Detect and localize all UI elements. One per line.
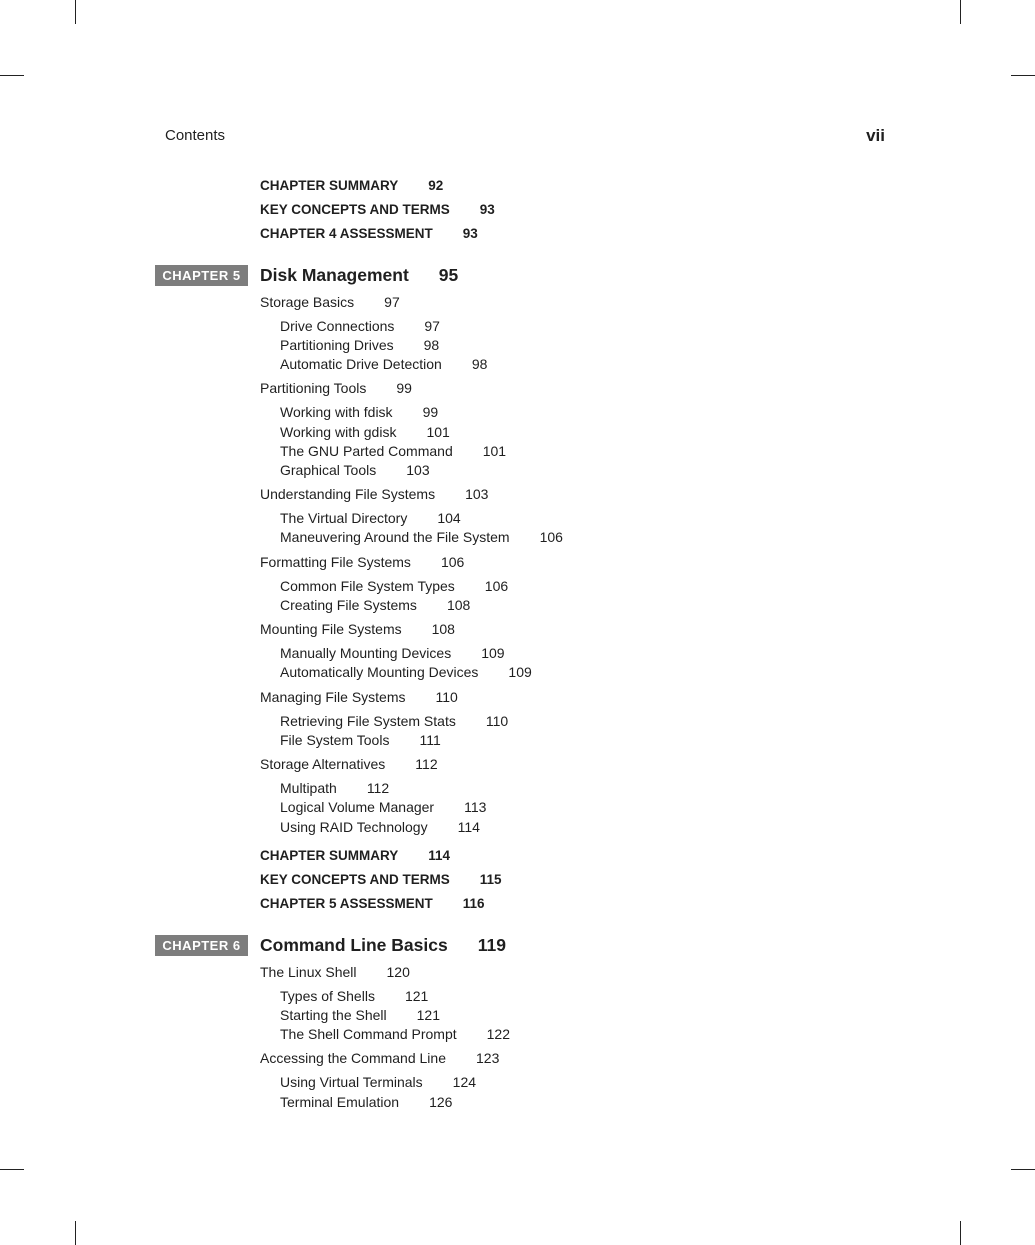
toc-entry-key-concepts[interactable] xyxy=(260,202,495,217)
toc-section[interactable] xyxy=(260,554,464,570)
toc-entry-label: Using Virtual Terminals xyxy=(280,1074,423,1090)
toc-subsection[interactable] xyxy=(280,578,508,594)
toc-entry-label: KEY CONCEPTS AND TERMS xyxy=(260,202,450,217)
toc-entry-label: Common File System Types xyxy=(280,578,455,594)
toc-entry-label: Storage Alternatives xyxy=(260,756,386,772)
toc-subsection[interactable] xyxy=(280,732,441,748)
toc-entry-page: 121 xyxy=(404,988,429,1004)
toc-entry-page: 108 xyxy=(446,597,471,613)
toc-entry-label: Starting the Shell xyxy=(280,1007,387,1023)
toc-subsection[interactable] xyxy=(280,1007,440,1023)
toc-entry-label: Using RAID Technology xyxy=(280,819,428,835)
toc-entry-page: 124 xyxy=(452,1074,477,1090)
toc-subsection[interactable] xyxy=(280,780,389,796)
crop-mark xyxy=(0,75,24,76)
toc-entry-label: The Shell Command Prompt xyxy=(280,1026,457,1042)
toc-entry-label: Terminal Emulation xyxy=(280,1094,400,1110)
toc-entry-label: The Linux Shell xyxy=(260,964,357,980)
toc-entry-page: 122 xyxy=(486,1026,510,1042)
toc-entry-label: File System Tools xyxy=(280,732,390,748)
toc-entry-label: Working with fdisk xyxy=(280,404,393,420)
crop-mark xyxy=(1011,75,1035,76)
running-head xyxy=(165,127,885,147)
toc-entry-page: 112 xyxy=(366,780,390,796)
toc-entry-chapter-assessment[interactable] xyxy=(260,226,478,241)
toc-subsection[interactable] xyxy=(280,443,506,459)
running-head-title: Contents xyxy=(165,127,226,144)
toc-entry-label: Automatically Mounting Devices xyxy=(280,664,479,680)
toc-entry-page: 97 xyxy=(384,294,400,310)
toc-subsection[interactable] xyxy=(280,819,480,835)
toc-entry-label: CHAPTER 5 ASSESSMENT xyxy=(260,896,433,911)
chapter-badge: CHAPTER 5 xyxy=(155,265,248,286)
crop-mark xyxy=(960,1221,961,1245)
toc-entry-key-concepts[interactable] xyxy=(260,872,502,887)
toc-entry-label: Maneuvering Around the File System xyxy=(280,529,510,545)
toc-section[interactable] xyxy=(260,689,458,705)
toc-entry-label: Partitioning Tools xyxy=(260,380,367,396)
toc-entry-page: 99 xyxy=(396,380,412,396)
chapter-badge: CHAPTER 6 xyxy=(155,935,248,956)
toc-chapter-title[interactable] xyxy=(260,935,506,956)
crop-mark xyxy=(75,1221,76,1245)
toc-entry-label: Mounting File Systems xyxy=(260,621,402,637)
toc-entry-label: Types of Shells xyxy=(280,988,375,1004)
toc-entry-page: 109 xyxy=(508,664,532,680)
crop-mark xyxy=(75,0,76,24)
chapter-title-page: 95 xyxy=(438,265,459,285)
toc-entry-label: KEY CONCEPTS AND TERMS xyxy=(260,872,450,887)
toc-entry-label: Understanding File Systems xyxy=(260,486,436,502)
toc-section[interactable] xyxy=(260,756,438,772)
toc-subsection[interactable] xyxy=(280,462,430,478)
toc-entry-page: 98 xyxy=(471,356,488,372)
toc-subsection[interactable] xyxy=(280,318,440,334)
toc-entry-page: 120 xyxy=(386,964,410,980)
toc-subsection[interactable] xyxy=(280,1094,452,1110)
toc-entry-chapter-assessment[interactable] xyxy=(260,896,485,911)
crop-mark xyxy=(0,1169,24,1170)
toc-entry-label: Drive Connections xyxy=(280,318,395,334)
toc-subsection[interactable] xyxy=(280,645,505,661)
toc-entry-label: Multipath xyxy=(280,780,337,796)
toc-entry-page: 114 xyxy=(428,848,451,863)
crop-mark xyxy=(960,0,961,24)
toc-entry-page: 106 xyxy=(539,529,563,545)
toc-subsection[interactable] xyxy=(280,597,470,613)
toc-entry-page: 126 xyxy=(429,1094,453,1110)
toc-entry-page: 106 xyxy=(484,578,509,594)
toc-entry-label: Managing File Systems xyxy=(260,689,406,705)
toc-entry-label: Working with gdisk xyxy=(280,424,397,440)
toc-subsection[interactable] xyxy=(280,356,487,372)
toc-entry-page: 108 xyxy=(431,621,455,637)
toc-section[interactable] xyxy=(260,486,488,502)
toc-entry-label: The Virtual Directory xyxy=(280,510,408,526)
toc-subsection[interactable] xyxy=(280,1026,510,1042)
toc-entry-label: Accessing the Command Line xyxy=(260,1050,446,1066)
toc-entry-page: 114 xyxy=(457,819,480,835)
toc-entry-page: 103 xyxy=(465,486,489,502)
chapter-title-label: Disk Management xyxy=(260,265,409,285)
chapter-title-page: 119 xyxy=(477,935,506,955)
toc-entry-label: Storage Basics xyxy=(260,294,355,310)
toc-section[interactable] xyxy=(260,380,412,396)
toc-entry-page: 121 xyxy=(416,1007,440,1023)
toc-entry-page: 97 xyxy=(424,318,440,334)
toc-entry-label: CHAPTER SUMMARY xyxy=(260,848,399,863)
toc-entry-label: Creating File Systems xyxy=(280,597,417,613)
toc-subsection[interactable] xyxy=(280,1074,476,1090)
toc-subsection[interactable] xyxy=(280,424,450,440)
toc-entry-page: 116 xyxy=(462,896,485,911)
toc-entry-page: 104 xyxy=(437,510,461,526)
toc-chapter-title[interactable] xyxy=(260,265,458,286)
toc-entry-page: 101 xyxy=(482,443,507,459)
page-number: vii xyxy=(866,126,885,145)
toc-entry-page: 112 xyxy=(415,756,438,772)
toc-entry-label: Partitioning Drives xyxy=(280,337,394,353)
toc-entry-page: 110 xyxy=(485,713,509,729)
toc-entry-label: CHAPTER SUMMARY xyxy=(260,178,399,193)
toc-subsection[interactable] xyxy=(280,337,439,353)
toc-entry-page: 106 xyxy=(440,554,465,570)
toc-entry-chapter-summary[interactable] xyxy=(260,178,443,193)
toc-entry-page: 103 xyxy=(406,462,430,478)
toc-entry-label: The GNU Parted Command xyxy=(280,443,453,459)
toc-entry-page: 101 xyxy=(426,424,450,440)
toc-entry-page: 123 xyxy=(476,1050,500,1066)
toc-entry-page: 93 xyxy=(462,226,478,241)
toc-entry-page: 113 xyxy=(464,799,487,815)
toc-entry-chapter-summary[interactable] xyxy=(260,848,450,863)
toc-section[interactable] xyxy=(260,294,400,310)
toc-entry-page: 99 xyxy=(422,404,439,420)
toc-subsection[interactable] xyxy=(280,510,461,526)
toc-subsection[interactable] xyxy=(280,404,438,420)
crop-mark xyxy=(1011,1169,1035,1170)
toc-entry-label: Retrieving File System Stats xyxy=(280,713,456,729)
toc-entry-page: 92 xyxy=(428,178,444,193)
toc-entry-label: Logical Volume Manager xyxy=(280,799,435,815)
toc-entry-label: Graphical Tools xyxy=(280,462,377,478)
toc-entry-page: 110 xyxy=(435,689,458,705)
chapter-title-label: Command Line Basics xyxy=(260,935,448,955)
toc-section[interactable] xyxy=(260,1050,499,1066)
toc-section[interactable] xyxy=(260,964,410,980)
toc-entry-page: 115 xyxy=(479,872,502,887)
toc-subsection[interactable] xyxy=(280,988,428,1004)
toc-entry-label: Formatting File Systems xyxy=(260,554,411,570)
toc-entry-page: 93 xyxy=(479,202,495,217)
toc-subsection[interactable] xyxy=(280,529,563,545)
toc-entry-page: 109 xyxy=(481,645,505,661)
toc-entry-page: 98 xyxy=(423,337,440,353)
toc-subsection[interactable] xyxy=(280,799,486,815)
toc-entry-label: Automatic Drive Detection xyxy=(280,356,442,372)
toc-entry-label: Manually Mounting Devices xyxy=(280,645,452,661)
toc-section[interactable] xyxy=(260,621,455,637)
toc-subsection[interactable] xyxy=(280,713,508,729)
toc-subsection[interactable] xyxy=(280,664,532,680)
toc-entry-page: 111 xyxy=(419,732,441,748)
toc-entry-label: CHAPTER 4 ASSESSMENT xyxy=(260,226,433,241)
